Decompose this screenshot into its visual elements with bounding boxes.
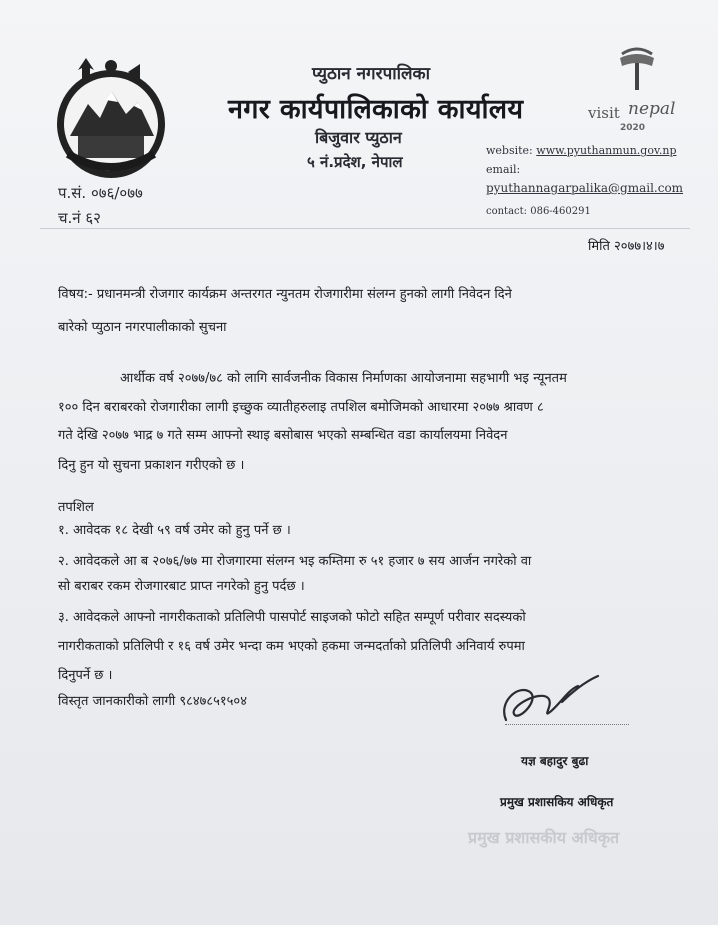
details-item-3-line-2: नागरीकताको प्रतिलिपी र १६ वर्ष उमेर भन्दा कम भएको हकमा जन्मदर्ताको प्रतिलिपी अनिवार्य रुपमा (58, 639, 525, 654)
details-item-2-line-1: २. आवेदकले आ ब २०७६/७७ मा रोजगारमा संलग्न भइ कम्तिमा रु ५१ हजार ७ सय आर्जन नगरेको वा (58, 554, 532, 569)
body-line-3: गते देखि २०७७ भाद्र ७ गते सम्म आफ्नो स्थाइ बसोबास भएको सम्बन्धित वडा कार्यालयमा निवेदन (58, 428, 508, 443)
body-line-4: दिनु हुन यो सुचना प्रकाशन गरीएको छ । (58, 458, 245, 473)
header-divider (40, 228, 690, 229)
signature-line (505, 724, 629, 725)
svg-text:2020: 2020 (620, 123, 646, 133)
details-heading: तपशिल (58, 500, 94, 515)
details-item-3-line-3: दिनुपर्ने छ । (58, 668, 113, 683)
reference-number: प.सं. ०७६/०७७ (58, 184, 143, 202)
subject-line-2: बारेको प्युठान नगरपालीकाको सुचना (58, 320, 227, 335)
email-label: email: (486, 163, 521, 176)
contact-label: contact: (486, 206, 528, 217)
website-link[interactable]: www.pyuthanmun.gov.np (536, 144, 677, 157)
contact-number: 086-460291 (530, 206, 591, 217)
visit-nepal-logo (582, 44, 700, 136)
subject-line-1: विषय:- प्रधानमन्त्री रोजगार कार्यक्रम अन्तरगत न्युनतम रोजगारीमा संलग्न हुनको लागी निवेदन दिने (58, 287, 512, 302)
body-line-1: आर्थीक वर्ष २०७७/७८ को लागि सार्वजनीक विकास निर्माणका आयोजनामा सहभागी भइ न्यूनतम (120, 371, 567, 386)
details-item-1: १. आवेदक १८ देखी ५९ वर्ष उमेर को हुनु पर्ने छ । (58, 523, 291, 538)
office-location: बिजुवार प्युठान (315, 128, 402, 147)
svg-text:visit: visit (588, 104, 620, 122)
municipality-name: प्युठान नगरपालिका (312, 64, 431, 84)
details-item-2-line-2: सो बराबर रकम रोजगारबाट प्राप्त नगरेको हुनु पर्दछ । (58, 579, 305, 594)
office-stamp: प्रमुख प्रशासकीय अधिकृत (468, 828, 620, 847)
notice-date: मिति २०७७।४।७ (588, 239, 665, 254)
details-item-3-line-1: ३. आवेदकले आफ्नो नागरीकताको प्रतिलिपी पासपोर्ट साइजको फोटो सहित सम्पूर्ण परीवार सदस्यको (58, 610, 526, 625)
office-province: ५ नं.प्रदेश, नेपाल (307, 153, 403, 171)
signatory-name: यज्ञ बहादुर बुढा (521, 754, 589, 768)
body-line-2: १०० दिन बराबरको रोजगारीका लागी इच्छुक व्यातीहरुलाइ तपशिल बमोजिमको आधारमा २०७७ श्रावण ८ (58, 400, 544, 415)
contact-info: विस्तृत जानकारीको लागी ९८४७८५१५०४ (58, 694, 247, 709)
svg-text:nepal: nepal (628, 99, 676, 119)
handwritten-signature (488, 672, 628, 738)
email-link[interactable]: pyuthannagarpalika@gmail.com (486, 181, 684, 195)
dispatch-number: च.नं ६२ (58, 209, 101, 227)
signatory-title: प्रमुख प्रशासकिय अधिकृत (500, 795, 614, 809)
office-title: नगर कार्यपालिकाको कार्यालय (228, 94, 524, 125)
website-label: website: (486, 144, 533, 157)
nepal-emblem-icon (48, 58, 174, 184)
